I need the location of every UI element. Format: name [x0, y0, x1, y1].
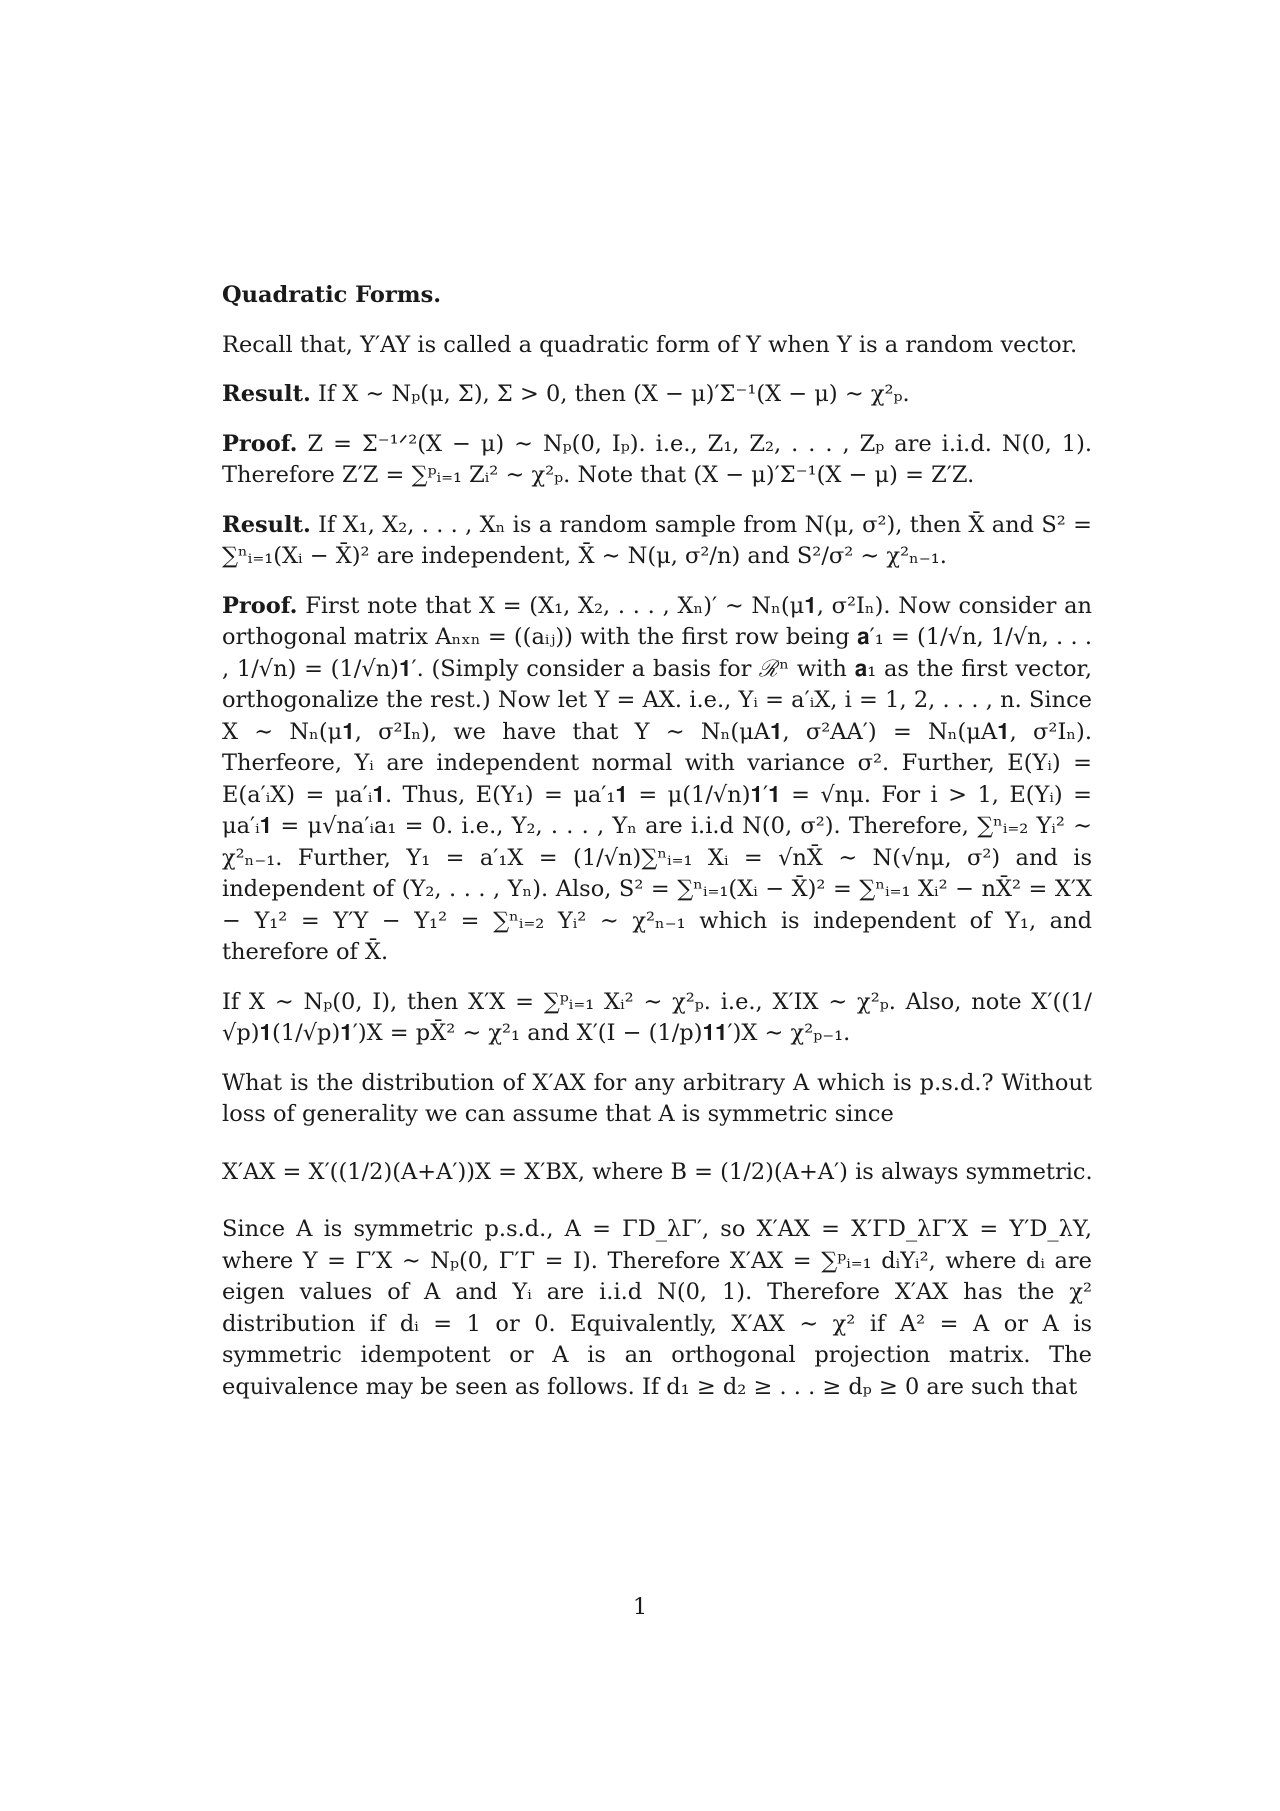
final-paragraph: Since A is symmetric p.s.d., A = ΓD_λΓ′, so X′AX = X′ΓD_λΓ′X = Y′D_λY, where Y = Γ′X ∼ Nₚ(0, Γ′Γ = I). Therefore X′AX = ∑ᵖᵢ₌₁ dᵢYᵢ², where dᵢ are eigen values of A and Yᵢ are i.i.d N(0, 1). Therefore X′AX has the χ² distribution if dᵢ = 1 or 0. Equivalently, X′AX ∼ χ² if A² = A or A is symmetric idempotent or A is an orthogonal projection matrix. The equivalence may be seen as follows. If d₁ ≥ d₂ ≥ . . . ≥ dₚ ≥ 0 are such that — [222, 1216, 1092, 1400]
question-paragraph: What is the distribution of X′AX for any arbitrary A which is p.s.d.? Without loss of generality we can assume that A is symmetric since — [222, 1069, 1092, 1127]
result-1-label: Result. — [222, 381, 311, 407]
result-1-text: If X ∼ Nₚ(μ, Σ), Σ > 0, then (X − μ)′Σ⁻¹(X − μ) ∼ χ²ₚ. — [317, 381, 910, 407]
result-2-text: If X₁, X₂, . . . , Xₙ is a random sample from N(μ, σ²), then X̄ and S² = ∑ⁿᵢ₌₁(Xᵢ − X̄)² are independent, X̄ ∼ N(μ, σ²/n) and S²/σ² ∼ χ²ₙ₋₁. — [222, 511, 1093, 569]
intro-paragraph: Recall that, Y′AY is called a quadratic form of Y when Y is a random vector. — [222, 331, 1078, 358]
result-1 — [222, 379, 1092, 411]
proof-2-label: Proof. — [222, 592, 298, 619]
proof-1-label: Proof. — [222, 430, 298, 457]
proof-2 — [222, 591, 1092, 969]
identity-paragraph: If X ∼ Nₚ(0, I), then X′X = ∑ᵖᵢ₌₁ Xᵢ² ∼ χ²ₚ. i.e., X′IX ∼ χ²ₚ. Also, note X′((1/√p)𝟏(1/√p)𝟏′)X = pX̄² ∼ χ²₁ and X′(I − (1/p)𝟏𝟏′)X ∼ χ²ₚ₋₁. — [222, 988, 1092, 1046]
proof-1-text: Z = Σ⁻¹ᐟ²(X − μ) ∼ Nₚ(0, Iₚ). i.e., Z₁, Z₂, . . . , Zₚ are i.i.d. N(0, 1). Therefore Z′Z = ∑ᵖᵢ₌₁ Zᵢ² ∼ χ²ₚ. Note that (X − μ)′Σ⁻¹(X − μ) = Z′Z. — [222, 430, 1092, 488]
proof-1 — [222, 429, 1092, 492]
result-2 — [222, 510, 1092, 573]
page-body — [222, 280, 1092, 1421]
display-equation: X′AX = X′((1/2)(A+A′))X = X′BX, where B = (1/2)(A+A′) is always symmetric. — [222, 1158, 1093, 1185]
result-2-label: Result. — [222, 511, 311, 538]
section-title: Quadratic Forms. — [222, 282, 442, 308]
page-number: 1 — [632, 1594, 648, 1620]
proof-2-text: First note that X = (X₁, X₂, . . . , Xₙ)′ ∼ Nₙ(μ𝟏, σ²Iₙ). Now consider an orthogonal matrix Aₙₓₙ = ((aᵢⱼ)) with the first row being 𝐚′₁ = (1/√n, 1/√n, . . . , 1/√n) = (1/√n)𝟏′. (Simply consider a basis for ℛⁿ with 𝐚₁ as the first vector, orthogonalize the rest.) Now let Y = AX. i.e., Yᵢ = a′ᵢX, i = 1, 2, . . . , n. Since X ∼ Nₙ(μ𝟏, σ²Iₙ), we have that Y ∼ Nₙ(μA𝟏, σ²AA′) = Nₙ(μA𝟏, σ²Iₙ). Therfeore, Yᵢ are independent normal with variance σ². Further, E(Yᵢ) = E(a′ᵢX) = μa′ᵢ𝟏. Thus, E(Y₁) = μa′₁𝟏 = μ(1/√n)𝟏′𝟏 = √nμ. For i > 1, E(Yᵢ) = μa′ᵢ𝟏 = μ√na′ᵢa₁ = 0. i.e., Y₂, . . . , Yₙ are i.i.d N(0, σ²). Therefore, ∑ⁿᵢ₌₂ Yᵢ² ∼ χ²ₙ₋₁. Further, Y₁ = a′₁X = (1/√n)∑ⁿᵢ₌₁ Xᵢ = √nX̄ ∼ N(√nμ, σ²) and is independent of (Y₂, . . . , Yₙ). Also, S² = ∑ⁿᵢ₌₁(Xᵢ − X̄)² = ∑ⁿᵢ₌₁ Xᵢ² − nX̄² = X′X − Y₁² = Y′Y − Y₁² = ∑ⁿᵢ₌₂ Yᵢ² ∼ χ²ₙ₋₁ which is independent of Y₁, and therefore of X̄. — [222, 592, 1092, 965]
